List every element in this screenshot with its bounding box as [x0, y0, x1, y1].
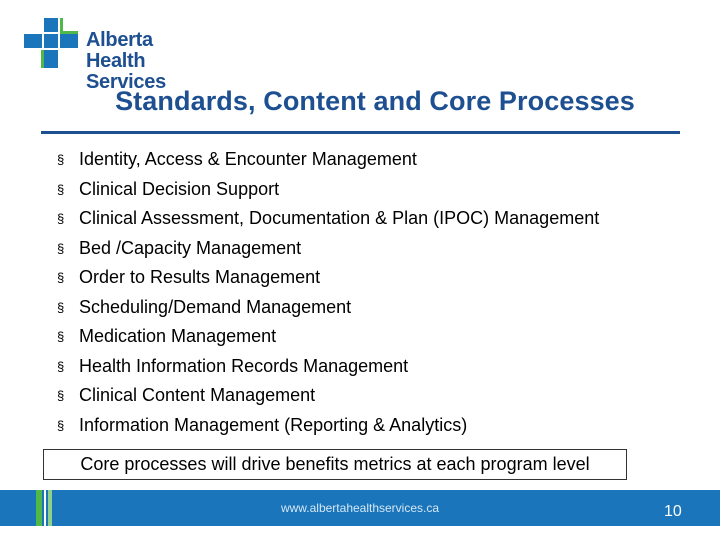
page-number: 10	[664, 503, 682, 520]
logo-wordmark	[86, 30, 214, 93]
page-title: Standards, Content and Core Processes	[115, 86, 635, 116]
footer-url-text: www.albertahealthservices.ca	[280, 501, 440, 515]
list-item-text: Bed /Capacity Management	[79, 237, 302, 258]
ahs-logo	[24, 18, 214, 93]
list-item-text: Clinical Decision Support	[79, 178, 280, 199]
bullet-marker-icon: §	[57, 299, 65, 315]
title-underline	[41, 131, 680, 134]
list-item	[57, 322, 599, 352]
bullet-marker-icon: §	[57, 329, 65, 344]
list-item	[57, 352, 599, 382]
list-item	[57, 234, 599, 264]
process-list	[57, 145, 599, 440]
list-item	[57, 145, 599, 175]
bullet-marker-icon: §	[57, 152, 65, 167]
ahs-cross-logo-icon	[24, 18, 84, 72]
list-item-text: Scheduling/Demand Management	[79, 296, 352, 317]
list-item	[57, 204, 599, 234]
list-item-text: Information Management (Reporting & Analytics)	[79, 414, 468, 435]
list-item-text: Identity, Access & Encounter Management	[79, 149, 417, 169]
list-item-text: Order to Results Management	[79, 267, 321, 287]
bullet-marker-icon: §	[57, 417, 65, 433]
logo-line-1: Alberta Health	[86, 29, 153, 72]
callout-box: Core processes will drive benefits metrics at each program level	[43, 449, 627, 480]
bullet-marker-icon: §	[57, 388, 65, 403]
list-item-text: Clinical Content Management	[79, 385, 316, 405]
list-item-text: Medication Management	[79, 326, 277, 346]
list-item	[57, 263, 599, 293]
bullet-marker-icon: §	[57, 270, 65, 285]
footer-bar	[0, 490, 720, 526]
list-item	[57, 175, 599, 205]
list-item-text: Health Information Records Management	[79, 355, 409, 376]
list-item	[57, 381, 599, 411]
bullet-marker-icon: §	[57, 240, 65, 256]
bullet-marker-icon: §	[57, 211, 65, 226]
list-item	[57, 411, 599, 441]
list-item-text: Clinical Assessment, Documentation & Plan (IPOC) Management	[79, 208, 600, 228]
logo-line-2: Services	[86, 71, 166, 93]
footer-url	[0, 490, 720, 526]
list-item	[57, 293, 599, 323]
bullet-marker-icon: §	[57, 181, 65, 197]
bullet-marker-icon: §	[57, 358, 65, 374]
